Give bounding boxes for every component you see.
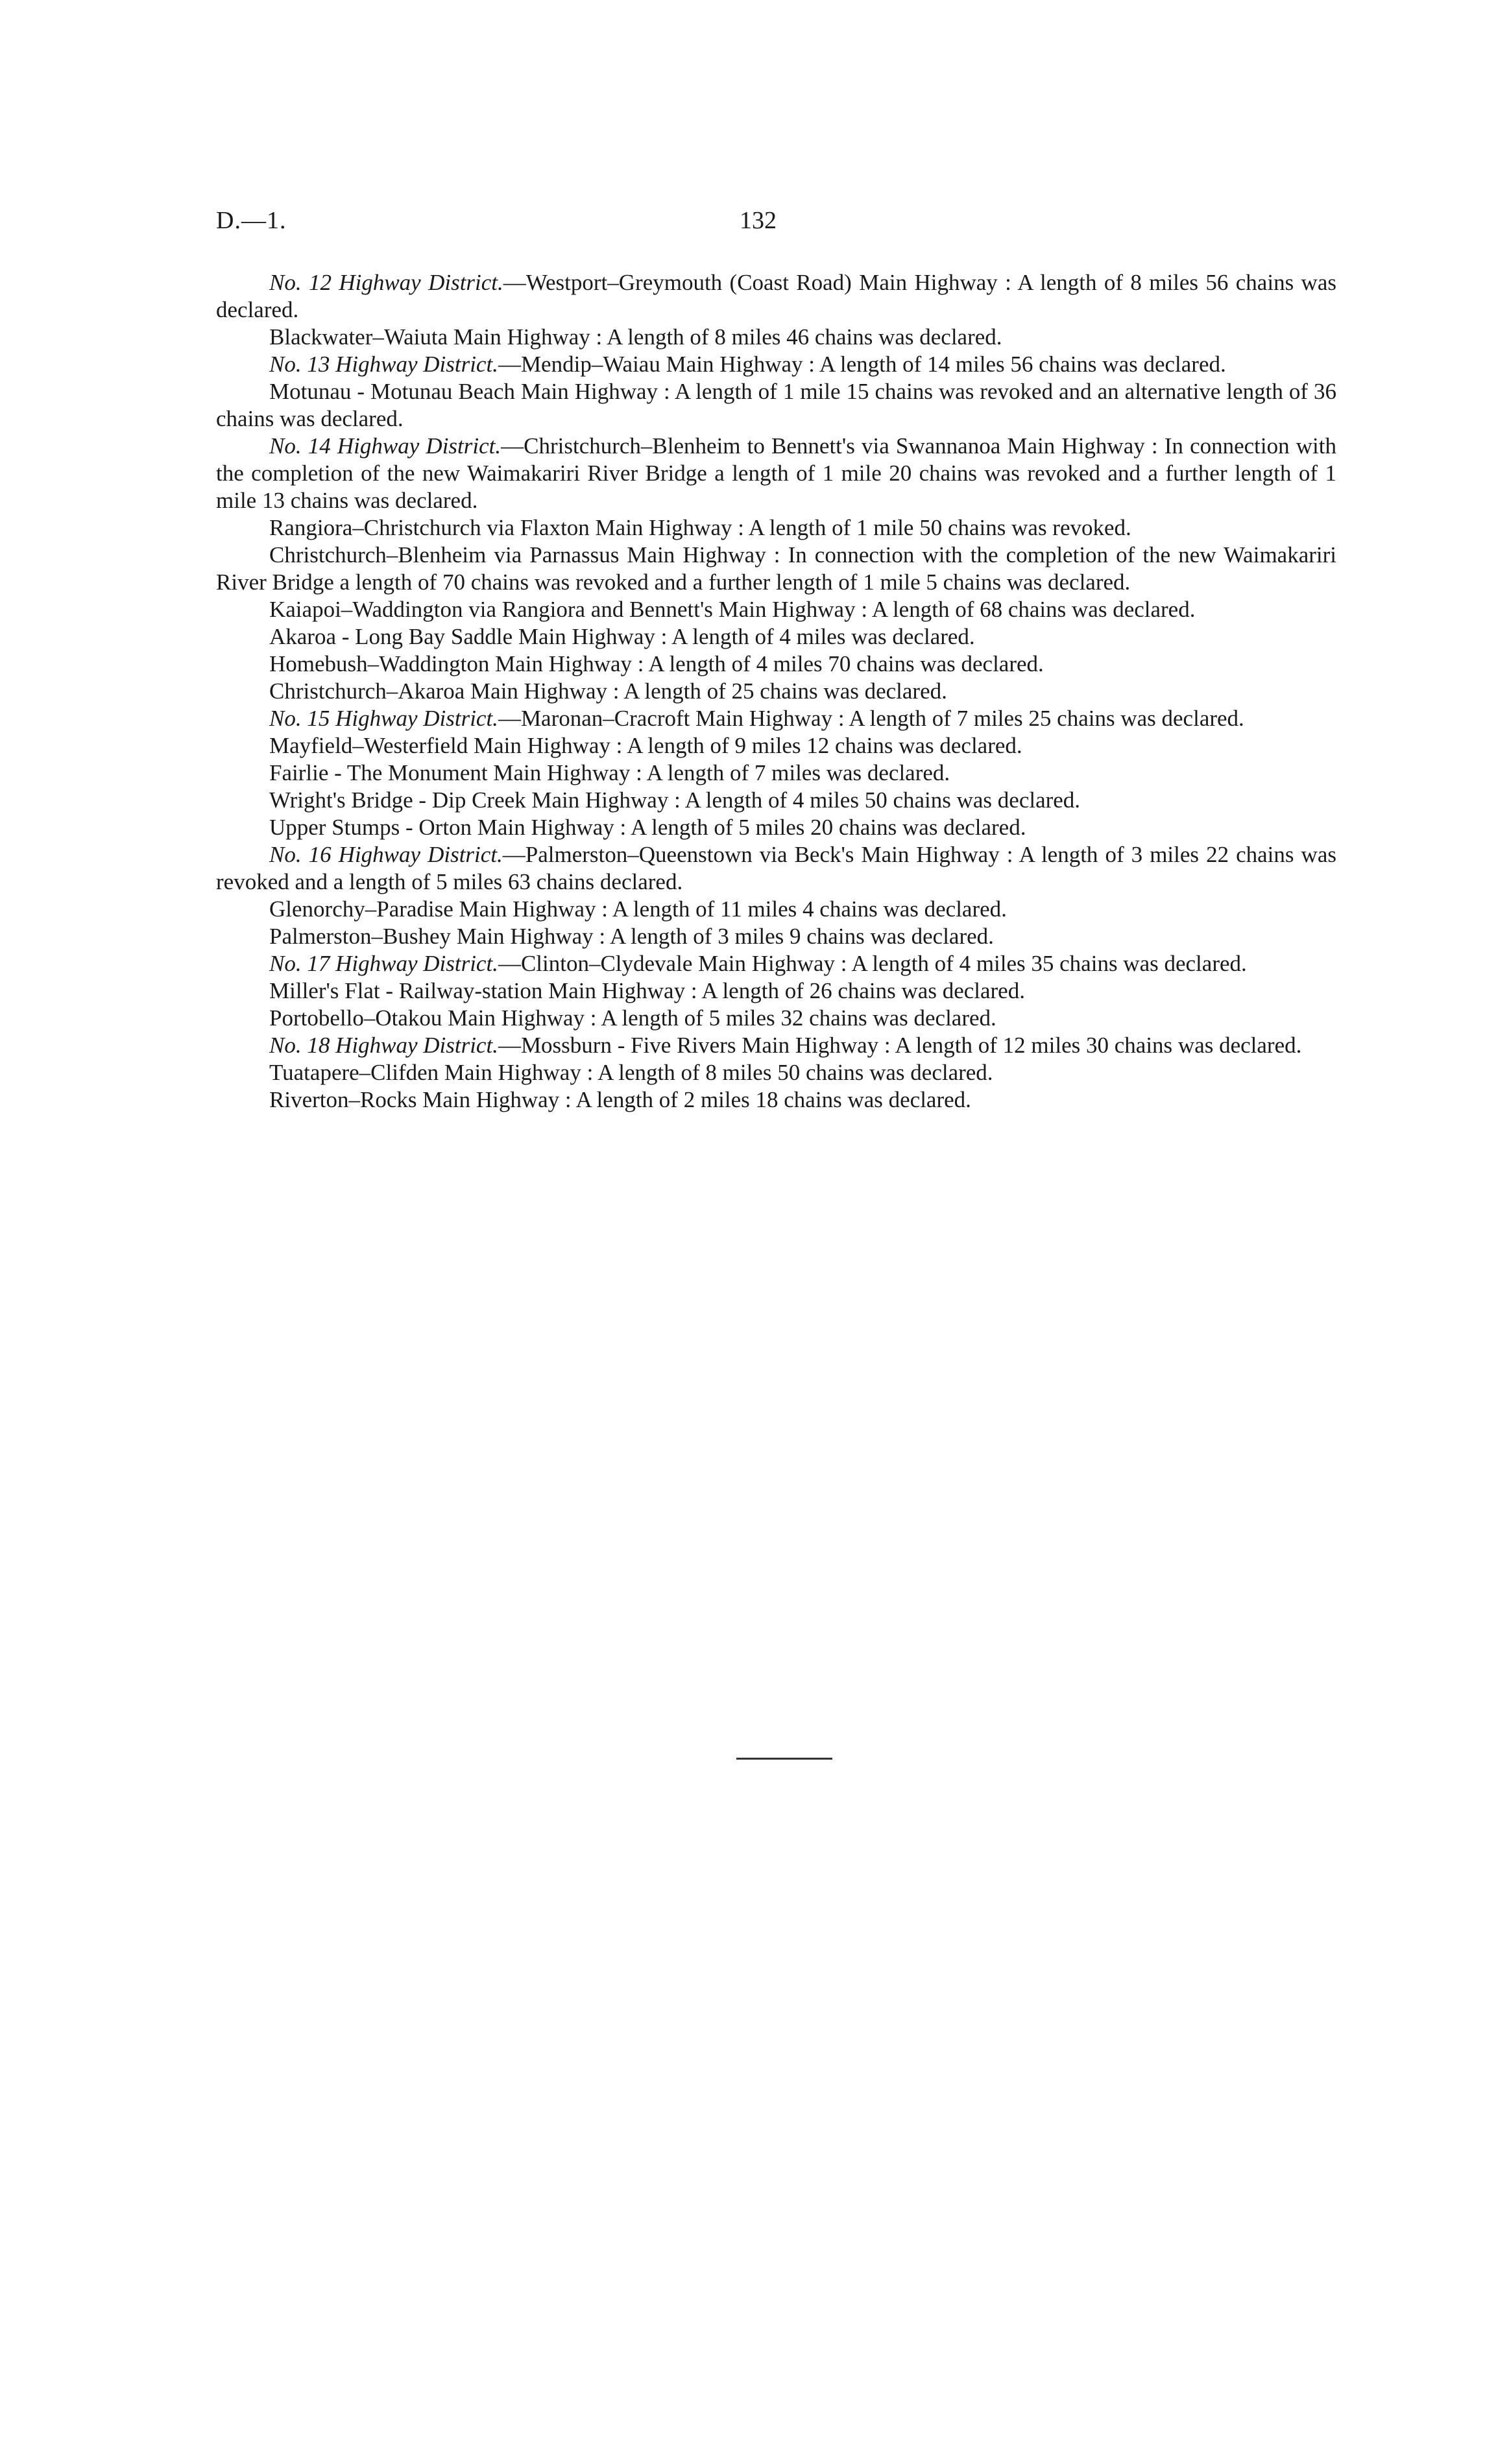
district-heading: No. 14 Highway District. [269,433,501,459]
body-text [216,269,1336,1114]
paragraph-text: Homebush–Waddington Main Highway : A length of 4 miles 70 chains was declared. [269,651,1044,676]
paragraph [216,896,1336,923]
district-heading: No. 15 Highway District. [269,706,498,731]
paragraph-text: Portobello–Otakou Main Highway : A length of 5 miles 32 chains was declared. [269,1005,996,1031]
paragraph [216,378,1336,433]
paragraph-text: —Mendip–Waiau Main Highway : A length of 14 miles 56 chains was declared. [498,352,1226,377]
district-heading: No. 12 Highway District. [269,270,503,295]
paragraph-text: Kaiapoi–Waddington via Rangiora and Bennett's Main Highway : A length of 68 chains was declared. [269,597,1196,622]
paragraph-text: Riverton–Rocks Main Highway : A length of 2 miles 18 chains was declared. [269,1087,971,1112]
district-heading: No. 17 Highway District. [269,951,498,976]
paragraph-text: Fairlie - The Monument Main Highway : A length of 7 miles was declared. [269,760,950,785]
paragraph [216,514,1336,542]
paragraph-text: Akaroa - Long Bay Saddle Main Highway : A length of 4 miles was declared. [269,624,975,649]
paragraph-text: —Clinton–Clydevale Main Highway : A length of 4 miles 35 chains was declared. [498,951,1247,976]
paragraph-text: Christchurch–Blenheim via Parnassus Main Highway : In connection with the completion of the new Waimakariri River Bridge a length of 70 chains was revoked and a further length of 1 mile 5 chains was declared. [216,542,1336,595]
district-heading: No. 16 Highway District. [269,842,503,867]
page-number: 132 [740,207,777,234]
paragraph-text: —Palmerston–Queenstown via Beck's Main Highway : A length of 3 miles 22 chains was revoked and a length of 5 miles 63 chains declared. [216,842,1336,894]
paragraph-text: —Maronan–Cracroft Main Highway : A length of 7 miles 25 chains was declared. [498,706,1244,731]
paragraph [216,760,1336,787]
paragraph [216,433,1336,514]
paragraph [216,596,1336,623]
paragraph-text: Tuatapere–Clifden Main Highway : A length of 8 miles 50 chains was declared. [269,1060,993,1085]
paragraph [216,705,1336,732]
paragraph-text: Palmerston–Bushey Main Highway : A length of 3 miles 9 chains was declared. [269,924,994,949]
paragraph-text: Rangiora–Christchurch via Flaxton Main Highway : A length of 1 mile 50 chains was revoked. [269,515,1131,540]
paragraph [216,1005,1336,1032]
paragraph-text: Blackwater–Waiuta Main Highway : A length of 8 miles 46 chains was declared. [269,324,1002,350]
paragraph [216,977,1336,1005]
paragraph-text: Miller's Flat - Railway-station Main Highway : A length of 26 chains was declared. [269,978,1025,1003]
paragraph [216,1086,1336,1114]
paragraph [216,678,1336,705]
paragraph [216,623,1336,651]
paragraph [216,787,1336,814]
page-reference: D.—1. [216,207,287,234]
paragraph [216,269,1336,324]
paragraph [216,950,1336,977]
paragraph [216,841,1336,896]
paragraph [216,814,1336,841]
paragraph [216,1032,1336,1059]
paragraph-text: Mayfield–Westerfield Main Highway : A length of 9 miles 12 chains was declared. [269,733,1022,758]
district-heading: No. 18 Highway District. [269,1033,498,1058]
paragraph [216,923,1336,950]
closing-rule [736,1758,832,1760]
paragraph [216,651,1336,678]
paragraph-text: —Mossburn - Five Rivers Main Highway : A length of 12 miles 30 chains was declared. [498,1033,1302,1058]
paragraph-text: —Christchurch–Blenheim to Bennett's via Swannanoa Main Highway : In connection with the completion of the new Waimakariri River Bridge a length of 1 mile 20 chains was revoked and a further length of 1 mile 13 chains was declared. [216,433,1336,513]
paragraph [216,324,1336,351]
district-heading: No. 13 Highway District. [269,352,498,377]
paragraph [216,542,1336,596]
paragraph-text: Upper Stumps - Orton Main Highway : A length of 5 miles 20 chains was declared. [269,815,1026,840]
paragraph [216,351,1336,378]
paragraph-text: Wright's Bridge - Dip Creek Main Highway : A length of 4 miles 50 chains was declared. [269,787,1081,813]
paragraph-text: —Westport–Greymouth (Coast Road) Main Highway : A length of 8 miles 56 chains was declared. [216,270,1336,322]
paragraph-text: Glenorchy–Paradise Main Highway : A length of 11 miles 4 chains was declared. [269,896,1007,922]
paragraph [216,1059,1336,1086]
paragraph-text: Christchurch–Akaroa Main Highway : A length of 25 chains was declared. [269,678,947,704]
paragraph-text: Motunau - Motunau Beach Main Highway : A length of 1 mile 15 chains was revoked and an alternative length of 36 chains was declared. [216,379,1336,431]
paragraph [216,732,1336,760]
